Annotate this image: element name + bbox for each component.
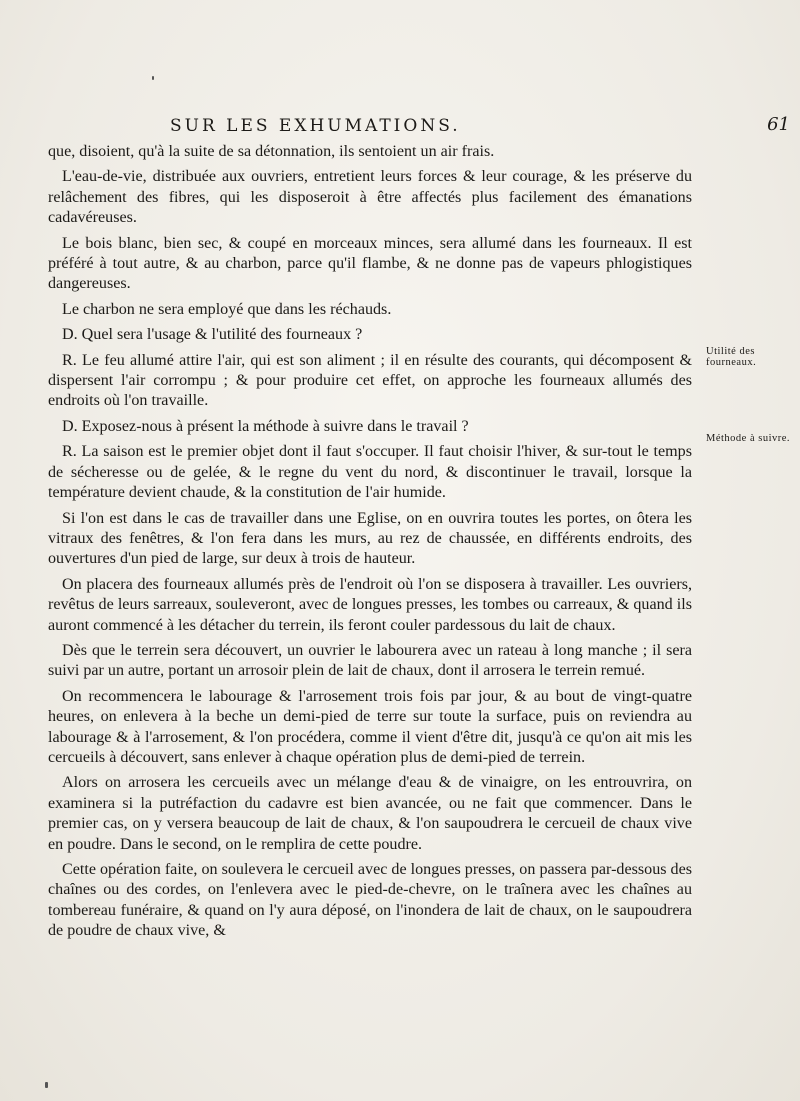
paragraph: Alors on arrosera les cercueils avec un mélange d'eau & de vinaigre, on les entrouvrira, on examinera si la putréfaction du cadavre est bien avancée, ou ne fait que commencer. Dans le premier cas, on y versera beaucoup de lait de chaux, & l'on saupoudrera le cercueil de chaux vive en poudre. Dans le second, on le remplira de cette poudre. (48, 774, 692, 853)
paragraph: R. La saison est le premier objet dont il faut s'occuper. Il faut choisir l'hiver, & sur-tout le temps de sécheresse ou de gelée, & le regne du vent du nord, & discontinuer le travail, lorsque la température devient chaude, & la constitution de l'air humide. (48, 443, 692, 502)
paragraph: que, disoient, qu'à la suite de sa détonnation, ils sentoient un air frais. (48, 143, 495, 160)
page-header (60, 116, 790, 140)
page-number: 61 (767, 114, 790, 135)
ink-speck (152, 76, 154, 80)
paragraph: D. Exposez-nous à présent la méthode à suivre dans le travail ? (62, 417, 469, 435)
paragraph: R. Le feu allumé attire l'air, qui est son aliment ; il en résulte des courants, qui décomposent & dispersent l'air corrompu ; & pour produire cet effet, on approche les fourneaux allumés des endroits où l'on travaille. (48, 351, 692, 410)
body-text (48, 142, 692, 947)
paragraph: On placera des fourneaux allumés près de l'endroit où l'on se disposera à travailler. Les ouvriers, revêtus de leurs sarreaux, souleveront, avec de longues presses, les tombes ou carreaux, & quand ils auront commencé à les détacher du terrein, ils feront couler pardessous du lait de chaux. (48, 575, 692, 634)
running-head: SUR LES EXHUMATIONS. (170, 116, 461, 136)
paragraph: Si l'on est dans le cas de travailler dans une Eglise, on en ouvrira toutes les portes, on ôtera les vitraux des fenêtres, & l'on fera dans les murs, au rez de chaussée, en différents endroits, des ouvertures d'un pied de large, sur deux à trois de hauteur. (48, 509, 692, 568)
paragraph: Le bois blanc, bien sec, & coupé en morceaux minces, sera allumé dans les fourneaux. Il est préféré à tout autre, & au charbon, parce qu'il flambe, & ne donne pas de vapeurs phlogistiques dangereuses. (48, 234, 692, 293)
ink-speck (45, 1082, 48, 1088)
paragraph: Le charbon ne sera employé que dans les réchauds. (62, 300, 392, 318)
margin-note-fourneaux: Utilité des fourneaux. (706, 346, 757, 368)
paragraph: Cette opération faite, on soulevera le cercueil avec de longues presses, on passera par-dessous des chaînes ou des cordes, on l'enlevera avec le pied-de-chevre, on le traînera avec les chaînes au tombereau funéraire, & quand on l'y aura déposé, on l'inondera de lait de chaux, on le saupoudrera de poudre de chaux vive, & (48, 861, 692, 940)
paragraph: L'eau-de-vie, distribuée aux ouvriers, entretient leurs forces & leur courage, & les préserve du relâchement des fibres, qui les disposeroit à être affectés plus facilement des émanations cadavéreuses. (48, 168, 692, 227)
margin-note-methode: Méthode à suivre. (706, 433, 791, 444)
paragraph: On recommencera le labourage & l'arrosement trois fois par jour, & au bout de vingt-quatre heures, on enlevera à la beche un demi-pied de terre sur toute la surface, puis on reviendra au labourage & à l'arrosement, & l'on procédera, comme il vient d'être dit, jusqu'à ce qu'on ait mis les cercueils à découvert, sans enlever à chaque opération plus de demi-pied de terrein. (48, 687, 692, 766)
paragraph: D. Quel sera l'usage & l'utilité des fourneaux ? (62, 326, 363, 344)
paragraph: Dès que le terrein sera découvert, un ouvrier le labourera avec un rateau à long manche ; il sera suivi par un autre, portant un arrosoir plein de lait de chaux, dont il arrosera le terrein remué. (48, 641, 692, 680)
